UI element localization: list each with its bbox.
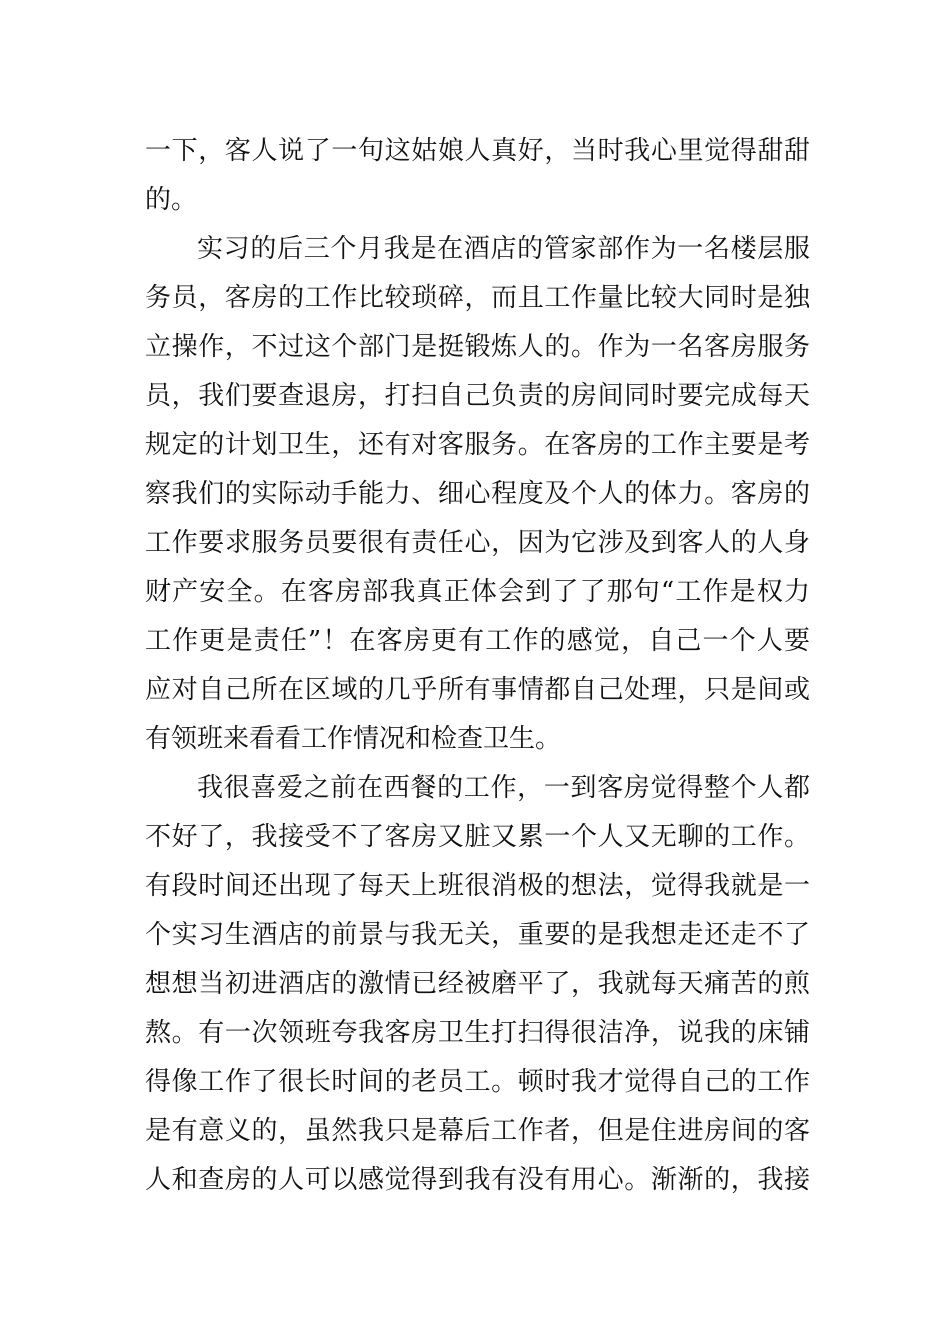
paragraph-1 bbox=[145, 127, 810, 225]
text-line: 员，我们要查退房，打扫自己负责的房间同时要完成每天 bbox=[145, 381, 810, 411]
text-line: 的。 bbox=[145, 185, 198, 215]
text-line: 察我们的实际动手能力、细心程度及个人的体力。客房的 bbox=[145, 479, 810, 509]
text-line: 应对自己所在区域的几乎所有事情都自己处理，只是间或 bbox=[145, 675, 810, 705]
text-line: 工作要求服务员要很有责任心，因为它涉及到客人的人身 bbox=[145, 528, 810, 558]
text-line: 想想当初进酒店的激情已经被磨平了，我就每天痛苦的煎 bbox=[145, 969, 810, 999]
text-line: 我很喜爱之前在西餐的工作，一到客房觉得整个人都 bbox=[197, 773, 810, 803]
paragraph-2 bbox=[145, 225, 810, 764]
text-line: 是有意义的，虽然我只是幕后工作者，但是住进房间的客 bbox=[145, 1116, 810, 1146]
text-line: 熬。有一次领班夸我客房卫生打扫得很洁净，说我的床铺 bbox=[145, 1018, 810, 1048]
text-line: 实习的后三个月我是在酒店的管家部作为一名楼层服 bbox=[197, 234, 810, 264]
text-line: 一下，客人说了一句这姑娘人真好，当时我心里觉得甜甜 bbox=[145, 136, 810, 166]
text-line: 立操作，不过这个部门是挺锻炼人的。作为一名客房服务 bbox=[145, 332, 810, 362]
text-line: 个实习生酒店的前景与我无关，重要的是我想走还走不了 bbox=[145, 920, 810, 950]
text-line: 有段时间还出现了每天上班很消极的想法，觉得我就是一 bbox=[145, 871, 810, 901]
text-line: 有领班来看看工作情况和检查卫生。 bbox=[145, 724, 562, 754]
paragraph-3 bbox=[145, 764, 810, 1205]
text-line: 不好了，我接受不了客房又脏又累一个人又无聊的工作。 bbox=[145, 822, 810, 852]
text-line: 得像工作了很长时间的老员工。顿时我才觉得自己的工作 bbox=[145, 1067, 810, 1097]
body-text bbox=[145, 127, 810, 1205]
text-line: 财产安全。在客房部我真正体会到了了那句“工作是权力 bbox=[145, 577, 810, 607]
text-line: 务员，客房的工作比较琐碎，而且工作量比较大同时是独 bbox=[145, 283, 810, 313]
text-line: 人和查房的人可以感觉得到我有没有用心。渐渐的，我接 bbox=[145, 1165, 810, 1195]
text-line: 工作更是责任”！在客房更有工作的感觉，自己一个人要 bbox=[145, 626, 810, 656]
text-line: 规定的计划卫生，还有对客服务。在客房的工作主要是考 bbox=[145, 430, 810, 460]
